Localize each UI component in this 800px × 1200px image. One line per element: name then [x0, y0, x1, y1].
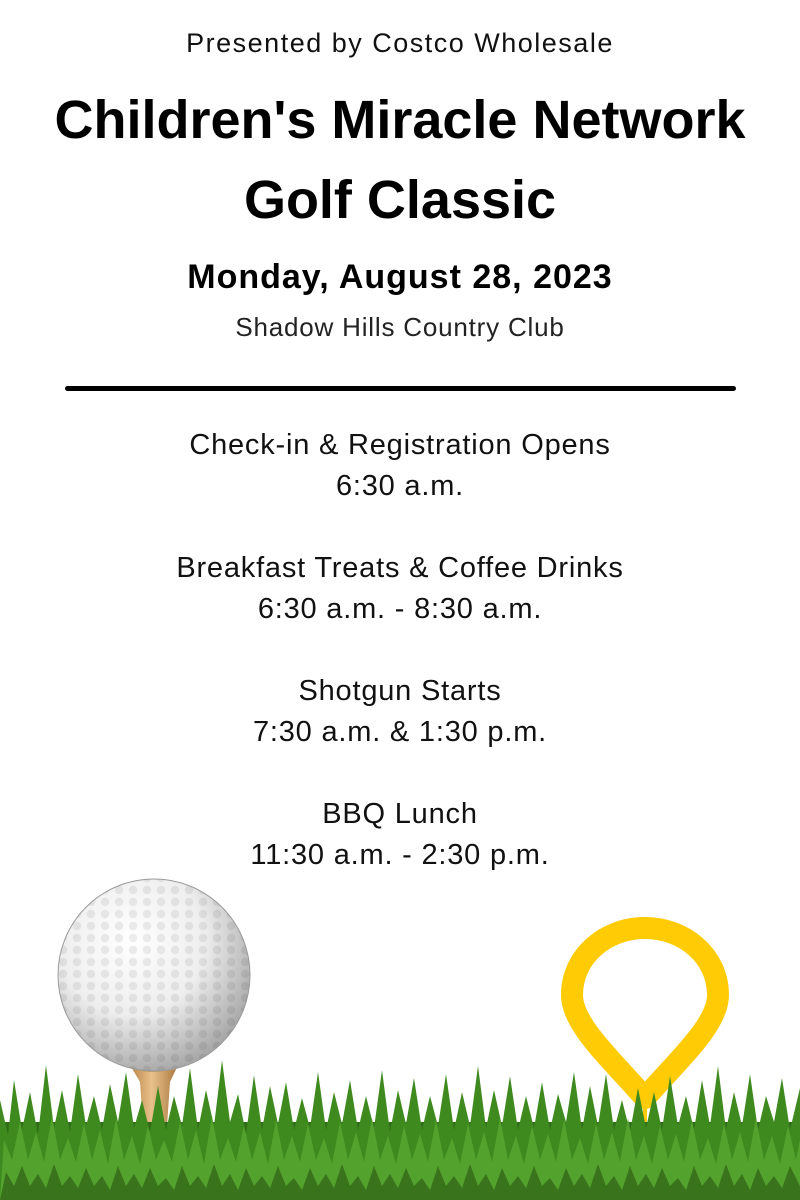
- schedule-item: [0, 425, 800, 507]
- schedule-item-name: Breakfast Treats & Coffee Drinks: [176, 552, 624, 584]
- schedule-item-time: 6:30 a.m. - 8:30 a.m.: [257, 593, 543, 625]
- schedule-item-name: Shotgun Starts: [298, 675, 502, 707]
- grass-icon: [0, 1060, 800, 1200]
- schedule-item-time: 7:30 a.m. & 1:30 p.m.: [252, 716, 548, 748]
- presented-by: Presented by Costco Wholesale: [186, 28, 614, 58]
- event-date: Monday, August 28, 2023: [187, 258, 613, 296]
- schedule-item-name: BBQ Lunch: [322, 798, 478, 830]
- title-line-2: Golf Classic: [243, 170, 557, 230]
- schedule-list: [0, 425, 800, 917]
- page-title: [0, 80, 800, 240]
- golf-artwork: [0, 860, 800, 1200]
- golf-ball-icon: [50, 875, 260, 1075]
- schedule-item-time: 11:30 a.m. - 2:30 p.m.: [250, 839, 550, 871]
- title-line-1: Children's Miracle Network: [54, 90, 746, 150]
- event-venue: Shadow Hills Country Club: [235, 312, 565, 342]
- schedule-item: [0, 548, 800, 630]
- schedule-item: [0, 671, 800, 753]
- divider: [65, 386, 736, 391]
- schedule-item-name: Check-in & Registration Opens: [189, 429, 611, 461]
- schedule-item-time: 6:30 a.m.: [335, 470, 465, 502]
